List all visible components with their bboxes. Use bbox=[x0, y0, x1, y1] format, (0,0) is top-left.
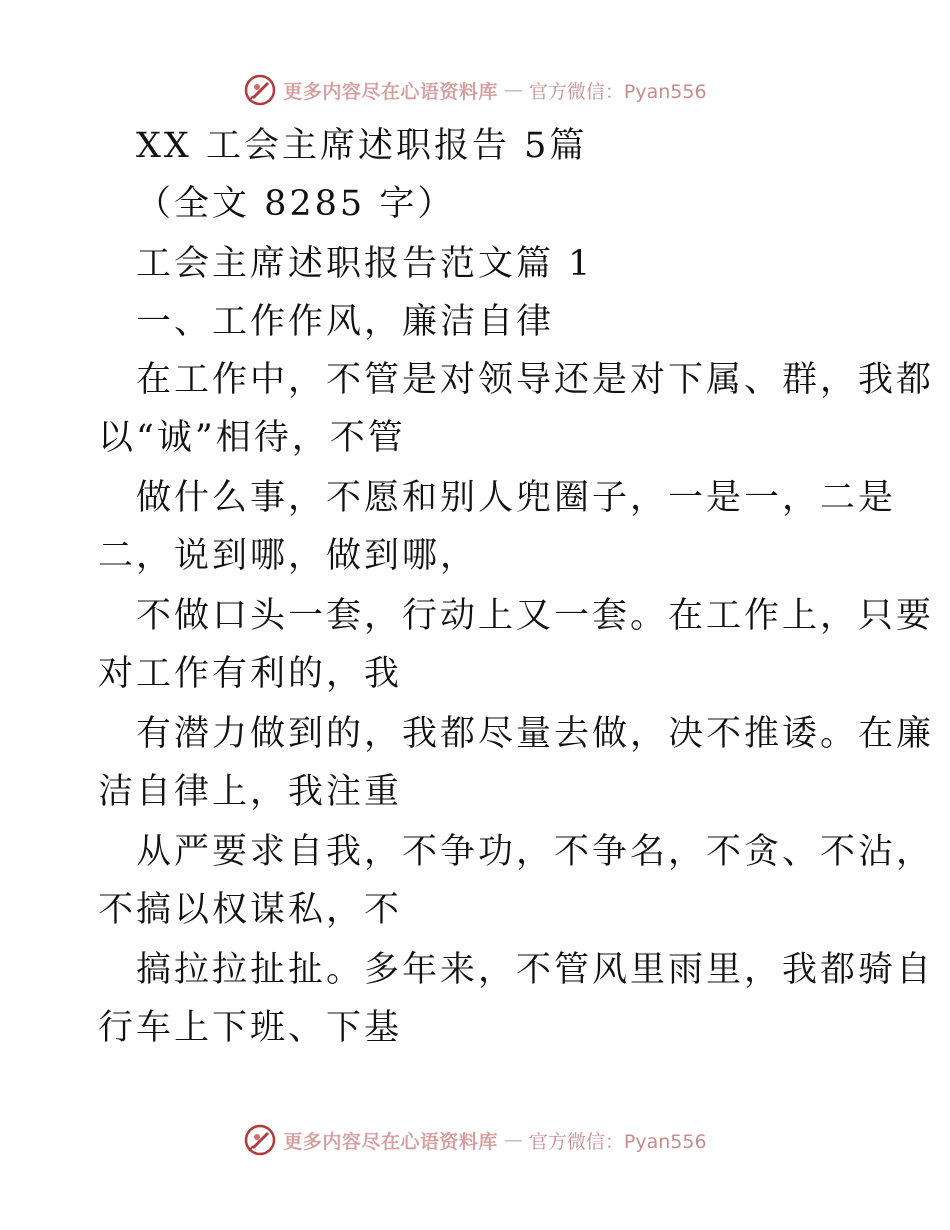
paragraph-line: 洁自律上，我注重 bbox=[98, 772, 403, 812]
paragraph-line: 对工作有利的，我 bbox=[98, 654, 403, 694]
paragraph-line: 行车上下班、下基 bbox=[98, 1008, 403, 1048]
watermark-separator: — bbox=[503, 79, 523, 101]
paragraph-line: 搞拉拉扯扯。多年来，不管风里雨里，我都骑自 bbox=[136, 950, 935, 990]
quill-logo-icon bbox=[243, 1123, 277, 1157]
paragraph-line: 在工作中，不管是对领导还是对下属、群，我都 bbox=[136, 360, 935, 400]
paragraph-line: 不做口头一套，行动上又一套。在工作上，只要 bbox=[136, 596, 935, 636]
quill-logo-icon bbox=[243, 73, 277, 107]
word-count-note: （全文 8285 字） bbox=[136, 184, 456, 224]
paragraph-line: 从严要求自我，不争功，不争名，不贪、不沾， bbox=[136, 832, 935, 872]
paragraph-line: 以“诚”相待，不管 bbox=[98, 418, 406, 458]
header-watermark bbox=[0, 70, 950, 110]
document-title: XX 工会主席述职报告 5篇 bbox=[136, 126, 588, 166]
footer-watermark bbox=[0, 1120, 950, 1160]
watermark-separator: — bbox=[503, 1129, 523, 1151]
paragraph-line: 不搞以权谋私，不 bbox=[98, 890, 403, 930]
paragraph-line: 有潜力做到的，我都尽量去做，决不推诿。在廉 bbox=[136, 714, 935, 754]
paragraph-line: 做什么事，不愿和别人兜圈子，一是一，二是 bbox=[136, 478, 897, 518]
watermark-text: 更多内容尽在心语资料库 bbox=[283, 80, 498, 103]
section-title: 工会主席述职报告范文篇 1 bbox=[136, 244, 594, 284]
subsection-heading: 一、工作作风，廉洁自律 bbox=[136, 302, 555, 342]
watermark-text: 更多内容尽在心语资料库 bbox=[283, 1130, 498, 1153]
watermark-wechat: 官方微信：Pyan556 bbox=[528, 1130, 707, 1153]
paragraph-line: 二，说到哪，做到哪， bbox=[98, 536, 479, 576]
watermark-wechat: 官方微信：Pyan556 bbox=[528, 80, 707, 103]
